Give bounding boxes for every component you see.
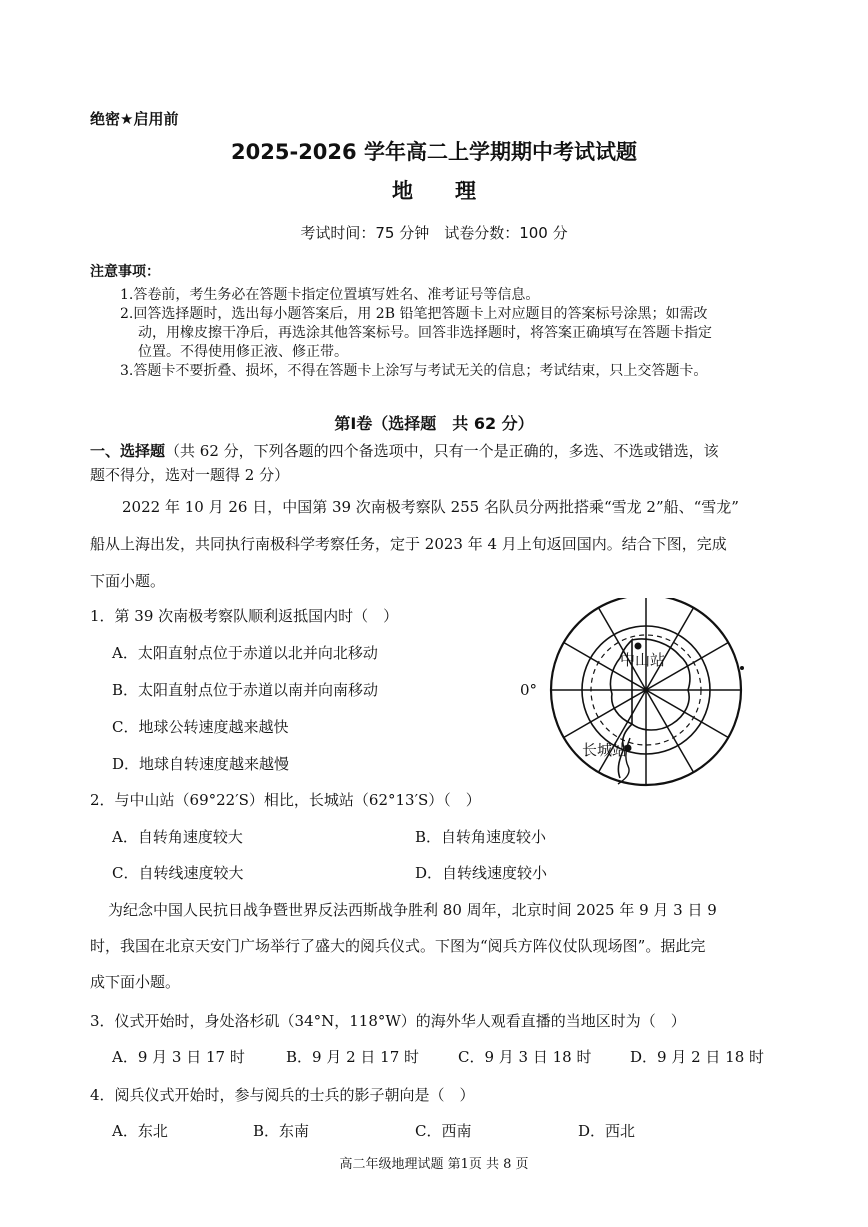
section-title: 第Ⅰ卷（选择题 共 62 分）	[334, 414, 534, 433]
notice-item-3: 3.答题卡不要折叠、损坏，不得在答题卡上涂写与考试无关的信息；考试结束，只上交答题卡。	[120, 363, 708, 379]
page-footer: 高二年级地理试题 第1页 共 8 页	[339, 1157, 529, 1172]
q1-stem: 1．第 39 次南极考察队顺利返抵国内时（ ）	[90, 607, 399, 625]
q4-option-b: B．东南	[253, 1122, 310, 1140]
part-desc-1: （共 62 分，下列各题的四个备选项中，只有一个是正确的，多选、不选或错选，该	[165, 442, 719, 460]
changcheng-label: 长城站	[582, 741, 628, 759]
q3-option-b: B．9 月 2 日 17 时	[286, 1048, 420, 1066]
q1-option-c: C．地球公转速度越来越快	[112, 718, 289, 736]
q1-option-a: A．太阳直射点位于赤道以北并向北移动	[112, 644, 378, 662]
map-marker-dot	[740, 666, 744, 670]
passage2-line1: 为纪念中国人民抗日战争暨世界反法西斯战争胜利 80 周年，北京时间 2025 年 9 月 3 日 9	[108, 901, 717, 919]
q2-option-d: D．自转线速度较小	[415, 864, 548, 882]
subject-title: 地 理	[392, 179, 476, 203]
notice-item-2-cont2: 位置。不得使用修正液、修正带。	[138, 344, 348, 360]
q3-stem: 3．仪式开始时，身处洛杉矶（34°N，118°W）的海外华人观看直播的当地区时为（ ）	[90, 1012, 686, 1030]
part-desc-2: 题不得分，选对一题得 2 分）	[90, 466, 290, 484]
zhongshan-station-dot	[635, 643, 642, 650]
q2-option-a: A．自转角速度较大	[112, 828, 243, 846]
confidential-mark: 绝密★启用前	[90, 110, 179, 128]
q1-option-d: D．地球自转速度越来越慢	[112, 755, 290, 773]
q4-option-c: C．西南	[415, 1122, 472, 1140]
q3-option-a: A．9 月 3 日 17 时	[112, 1048, 245, 1066]
passage1-line1: 2022 年 10 月 26 日，中国第 39 次南极考察队 255 名队员分两批搭乘“雪龙 2”船、“雪龙”	[122, 498, 739, 516]
zhongshan-label: 中山站	[620, 651, 666, 669]
q4-stem: 4．阅兵仪式开始时，参与阅兵的士兵的影子朝向是（ ）	[90, 1086, 475, 1104]
zero-meridian-label: 0°	[520, 681, 538, 699]
passage1-line3: 下面小题。	[90, 572, 166, 590]
notice-item-2: 2.回答选择题时，选出每小题答案后，用 2B 铅笔把答题卡上对应题目的答案标号涂黑；如需改	[120, 306, 708, 322]
notice-item-2-cont: 动，用橡皮擦干净后，再选涂其他答案标号。回答非选择题时，将答案正确填写在答题卡指定	[138, 325, 712, 341]
antarctica-map-figure	[520, 598, 760, 788]
q4-option-d: D．西北	[578, 1122, 636, 1140]
passage1-line2: 船从上海出发，共同执行南极科学考察任务，定于 2023 年 4 月上旬返回国内。结合下图，完成	[90, 535, 727, 553]
q3-option-d: D．9 月 2 日 18 时	[630, 1048, 765, 1066]
exam-title: 2025-2026 学年高二上学期期中考试试题	[231, 140, 637, 164]
q2-stem: 2．与中山站（69°22′S）相比，长城站（62°13′S）（ ）	[90, 791, 481, 809]
part-label: 一、选择题	[90, 442, 166, 460]
notice-heading: 注意事项：	[90, 264, 160, 280]
q3-option-c: C．9 月 3 日 18 时	[458, 1048, 592, 1066]
part-line-1	[90, 440, 719, 461]
passage2-line3: 成下面小题。	[90, 973, 181, 991]
passage2-line2: 时，我国在北京天安门广场举行了盛大的阅兵仪式。下图为“阅兵方阵仪仗队现场图”。据此完	[90, 937, 706, 955]
q2-option-b: B．自转角速度较小	[415, 828, 547, 846]
notice-item-1: 1.答卷前，考生务必在答题卡指定位置填写姓名、准考证号等信息。	[120, 287, 540, 303]
exam-info: 考试时间：75 分钟 试卷分数：100 分	[300, 224, 568, 242]
q2-option-c: C．自转线速度较大	[112, 864, 244, 882]
q1-option-b: B．太阳直射点位于赤道以南并向南移动	[112, 681, 379, 699]
q4-option-a: A．东北	[112, 1122, 168, 1140]
